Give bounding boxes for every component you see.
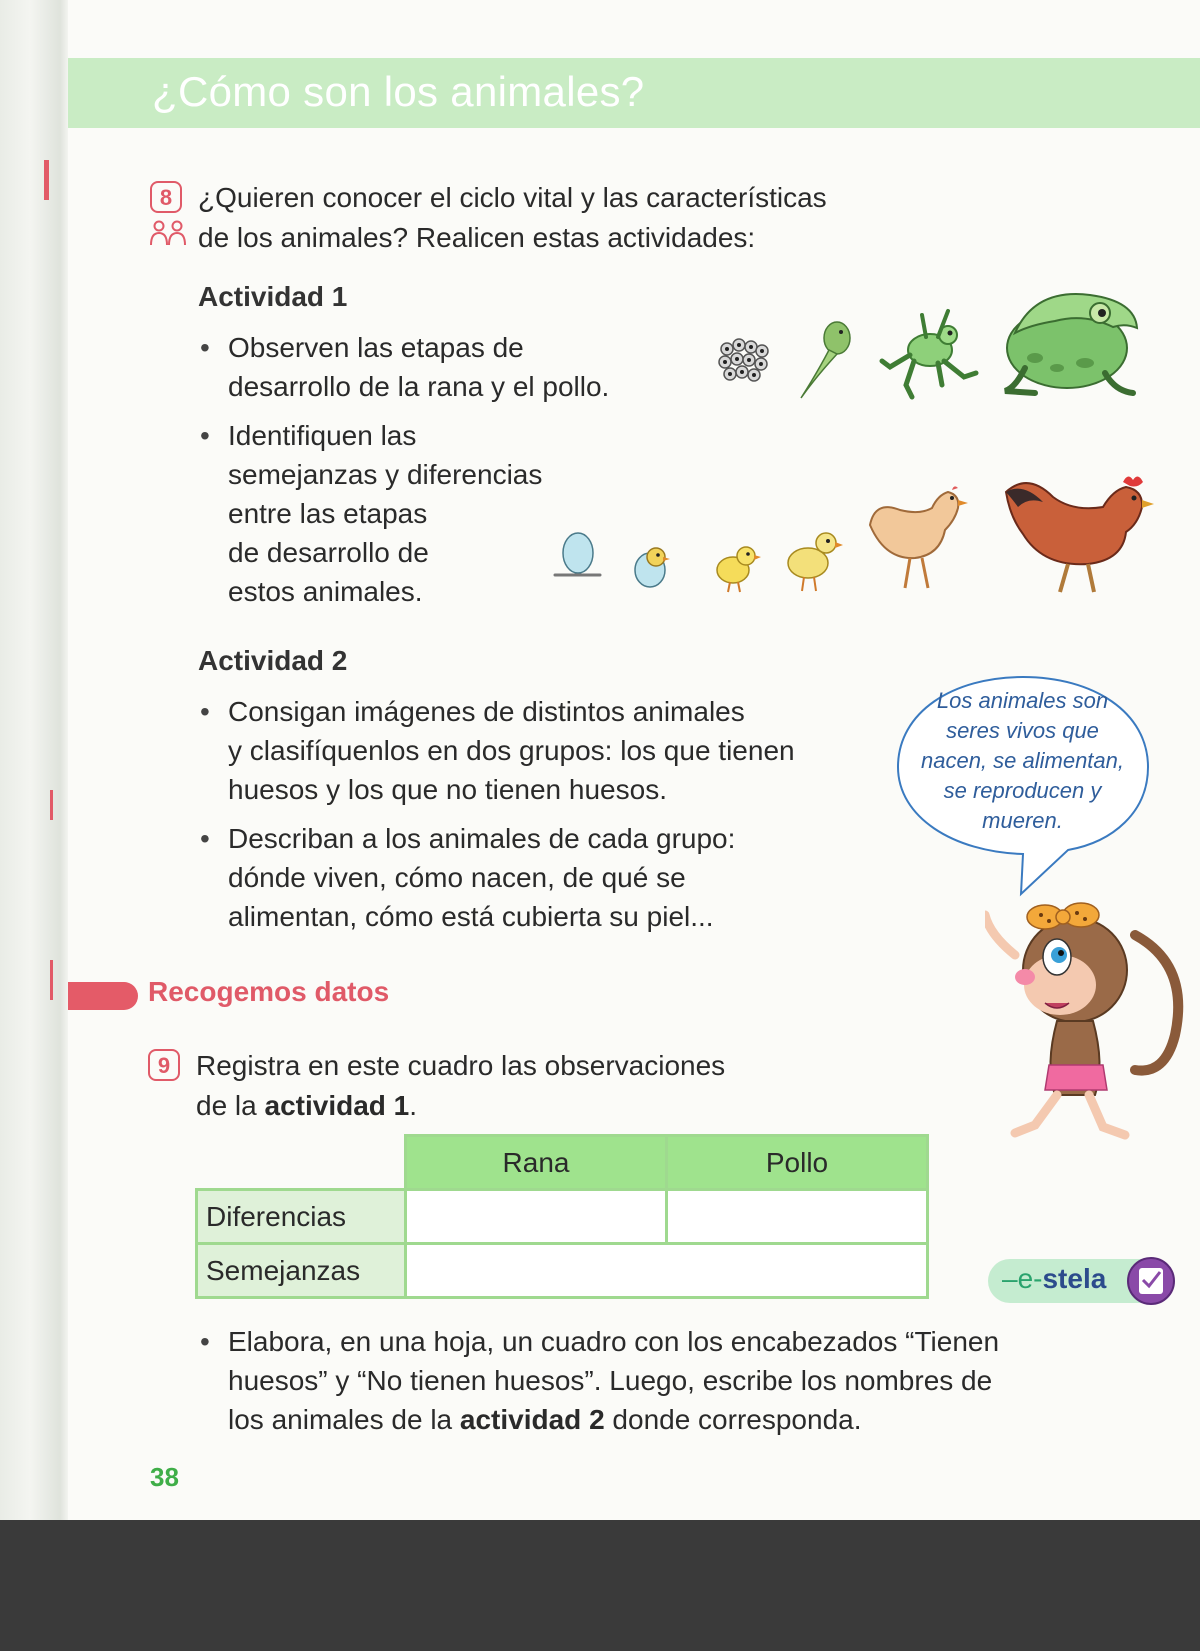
text-span: .: [409, 1090, 418, 1121]
exercise9-line1: Registra en este cuadro las observaciones: [196, 1050, 726, 1081]
bullet-line: huesos” y “No tienen huesos”. Luego, escribe los nombres de: [228, 1365, 993, 1396]
exercise8-intro-line1: ¿Quieren conocer el ciclo vital y las características: [198, 182, 827, 213]
hatching-chick-icon: [628, 545, 683, 590]
exercise8-intro-line2: de los animales? Realicen estas actividades:: [198, 222, 756, 253]
text-span: donde corresponda.: [604, 1404, 862, 1435]
pullet-icon: [860, 470, 970, 595]
final-instruction: [200, 1322, 1160, 1449]
bold-text: actividad 2: [459, 1404, 605, 1435]
bullet-line: Describan a los animales de cada grupo:: [228, 823, 736, 854]
bullet-line: Consigan imágenes de distintos animales: [228, 696, 745, 727]
table-answer-cell[interactable]: [406, 1190, 667, 1244]
activity1-bullets: [200, 328, 680, 621]
bubble-line: nacen, se alimentan,: [920, 748, 1125, 773]
table-column-header: Rana: [406, 1136, 667, 1190]
list-item: [200, 416, 680, 611]
adult-frog-icon: [995, 283, 1145, 403]
monkey-mascot-icon: [985, 895, 1190, 1140]
bullet-line: Elabora, en una hoja, un cuadro con los encabezados “Tienen: [228, 1326, 1000, 1357]
bullet-line: de desarrollo de: [228, 537, 429, 568]
bullet-line: entre las etapas: [228, 498, 428, 529]
bubble-line: seres vivos que: [946, 718, 1099, 743]
bullet-line: dónde viven, cómo nacen, de qué se: [228, 862, 686, 893]
bullet-line: estos animales.: [228, 576, 423, 607]
chick-icon: [708, 540, 763, 595]
bubble-line: mueren.: [982, 808, 1063, 833]
text-span: de la: [196, 1090, 265, 1121]
edge-marker: [50, 960, 53, 1000]
table-row-header: Diferencias: [197, 1190, 406, 1244]
exercise-number-badge: 8: [150, 181, 182, 213]
exercise9-line2: [196, 1086, 417, 1126]
bullet-line: los animales de la: [228, 1404, 460, 1435]
section-title: Recogemos datos: [148, 976, 390, 1007]
page-title: ¿Cómo son los animales?: [152, 68, 645, 115]
bullet-line: huesos y los que no tienen huesos.: [228, 774, 667, 805]
list-item: [200, 328, 680, 406]
activity2-title: Actividad 2: [198, 645, 348, 676]
estela-app-icon[interactable]: [1126, 1256, 1176, 1306]
table-row-header: Semejanzas: [197, 1244, 406, 1298]
chicken-egg-icon: [550, 525, 605, 583]
table-column-header: Pollo: [667, 1136, 928, 1190]
bullet-line: semejanzas y diferencias: [228, 459, 543, 490]
young-chick-icon: [780, 525, 845, 595]
bullet-line: Identifiquen las: [228, 420, 417, 451]
estela-prefix: –e-: [1002, 1263, 1043, 1294]
section-tab-marker: [68, 982, 138, 1010]
list-item: [200, 692, 880, 809]
observations-table: [195, 1134, 929, 1299]
bullet-line: Observen las etapas de: [228, 332, 524, 363]
table-corner-cell: [197, 1136, 406, 1190]
table-answer-cell[interactable]: [406, 1244, 928, 1298]
table-header-row: [197, 1136, 928, 1190]
tadpole-icon: [795, 318, 855, 403]
page-binding-edge: [0, 0, 68, 1520]
bubble-line: se reproducen y: [943, 778, 1102, 803]
activity2-bullets: [200, 692, 880, 946]
edge-marker: [44, 160, 49, 200]
activity1-title: Actividad 1: [198, 281, 348, 312]
page-number: 38: [150, 1462, 179, 1492]
hen-icon: [998, 462, 1158, 597]
froglet-icon: [878, 305, 983, 405]
speech-bubble-text: [900, 686, 1145, 836]
edge-marker: [50, 790, 53, 820]
bullet-line: alimentan, cómo está cubierta su piel...: [228, 901, 714, 932]
estela-label: [1002, 1263, 1106, 1295]
table-row: [197, 1244, 928, 1298]
table-answer-cell[interactable]: [667, 1190, 928, 1244]
frog-eggs-icon: [715, 335, 775, 390]
list-item: [200, 1322, 1160, 1439]
group-work-icon: [150, 220, 186, 246]
list-item: [200, 819, 880, 936]
table-row: [197, 1190, 928, 1244]
bubble-line: Los animales son: [936, 688, 1109, 713]
bold-text: actividad 1: [264, 1090, 410, 1121]
bullet-line: desarrollo de la rana y el pollo.: [228, 371, 610, 402]
bullet-line: y clasifíquenlos en dos grupos: los que tienen: [228, 735, 795, 766]
exercise-number-badge: 9: [148, 1049, 180, 1081]
estela-brand: stela: [1042, 1263, 1107, 1294]
